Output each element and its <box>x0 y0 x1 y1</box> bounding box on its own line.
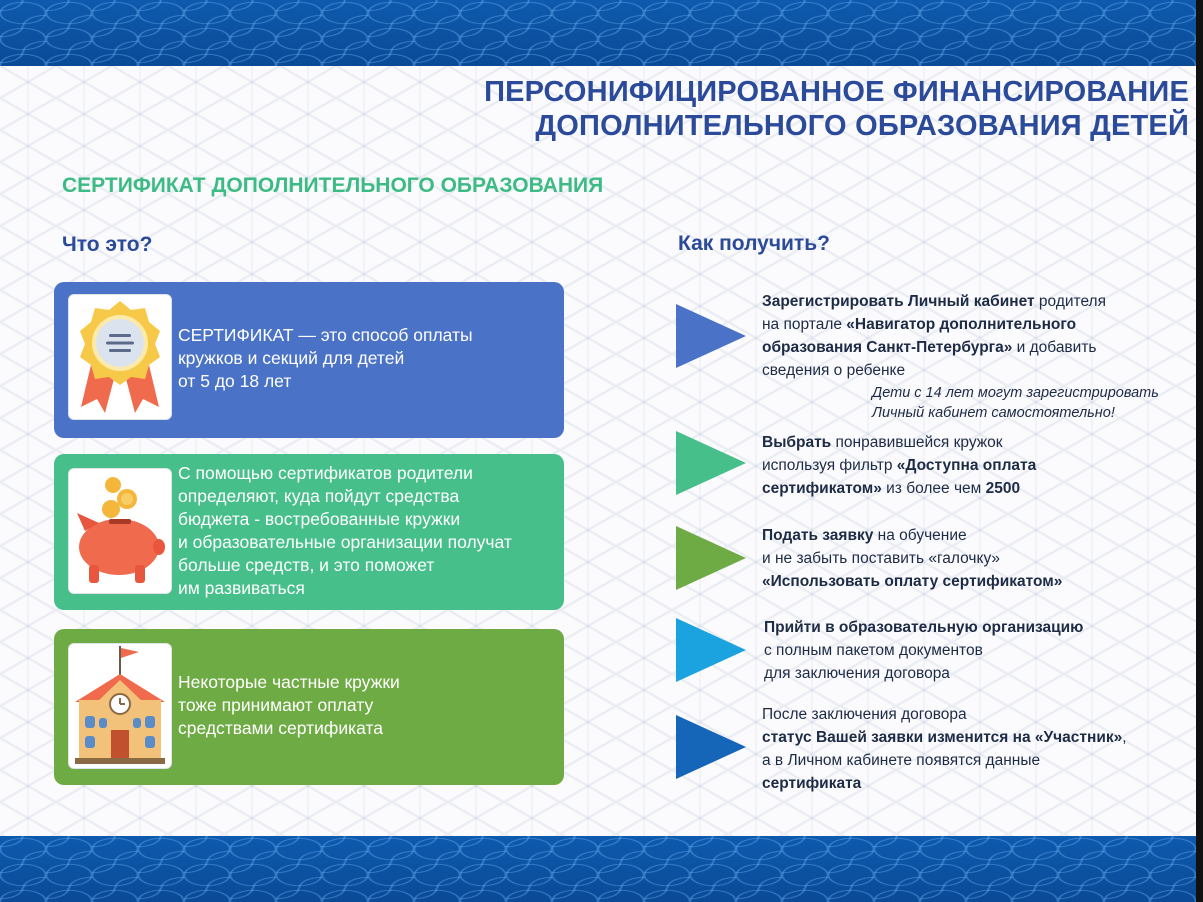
step2-text-1: понравившейся кружок <box>831 434 1003 451</box>
step1-text-3: и добавить <box>1012 339 1097 356</box>
step3-bold-2: «Использовать оплату сертификатом» <box>762 573 1063 590</box>
top-decorative-band <box>0 0 1203 66</box>
step-1-arrow-icon <box>676 304 746 368</box>
step5-bold-1: статус Вашей заявки изменится на «Участник» <box>762 729 1123 746</box>
info-card-parents-choice <box>54 454 564 610</box>
certificate-medal-icon <box>68 294 172 420</box>
card1-line-3: от 5 до 18 лет <box>178 371 292 391</box>
step5-bold-2: сертификата <box>762 775 862 792</box>
step4-text-2: для заключения договора <box>764 665 950 682</box>
card2-line-2: определяют, куда пойдут средства <box>178 486 460 506</box>
page-title <box>484 75 1189 143</box>
step3-bold-1: Подать заявку <box>762 527 874 544</box>
step1-bold-2: «Навигатор дополнительного <box>846 316 1077 333</box>
step1-note-2: Личный кабинет самостоятельно! <box>872 405 1115 421</box>
step4-text-1: с полным пакетом документов <box>764 642 983 659</box>
step1-text-2: на портале <box>762 316 847 333</box>
step-2-arrow-icon <box>676 431 746 495</box>
step-3-arrow-icon <box>676 526 746 590</box>
card2-line-4: и образовательные организации получат <box>178 532 512 552</box>
card1-line-1: СЕРТИФИКАТ — это способ оплаты <box>178 325 473 345</box>
info-card-certificate <box>54 282 564 438</box>
school-building-icon <box>68 643 172 769</box>
card3-line-1: Некоторые частные кружки <box>178 672 400 692</box>
info-card-private-clubs <box>54 629 564 785</box>
card2-line-1: С помощью сертификатов родители <box>178 463 473 483</box>
step1-bold-3: образования Санкт-Петербурга» <box>762 339 1013 356</box>
card3-line-2: тоже принимают оплату <box>178 695 374 715</box>
step2-bold-4: 2500 <box>985 480 1021 497</box>
step1-text-1: родителя <box>1034 293 1106 310</box>
card3-line-3: средствами сертификата <box>178 718 384 738</box>
section-subtitle: СЕРТИФИКАТ ДОПОЛНИТЕЛЬНОГО ОБРАЗОВАНИЯ <box>62 174 604 197</box>
card2-line-5: больше средств, и это поможет <box>178 555 435 575</box>
what-heading: Что это? <box>62 233 153 256</box>
step1-note-1: Дети с 14 лет могут зарегистрировать <box>872 385 1159 401</box>
step2-bold-2: «Доступна оплата <box>896 457 1037 474</box>
step2-text-2: используя фильтр <box>762 457 897 474</box>
step2-text-3: из более чем <box>881 480 986 497</box>
card2-line-6: им развиваться <box>178 578 305 598</box>
step1-text-4: сведения о ребенке <box>762 362 906 379</box>
step5-text-2: , <box>1122 729 1127 746</box>
step-4-arrow-icon <box>676 618 746 682</box>
page-title-line-1: ПЕРСОНИФИЦИРОВАННОЕ ФИНАНСИРОВАНИЕ <box>484 76 1189 108</box>
page-title-line-2: ДОПОЛНИТЕЛЬНОГО ОБРАЗОВАНИЯ ДЕТЕЙ <box>535 110 1189 142</box>
step-5-arrow-icon <box>676 715 746 779</box>
step2-bold-1: Выбрать <box>762 434 832 451</box>
how-heading: Как получить? <box>678 232 830 255</box>
card2-line-3: бюджета - востребованные кружки <box>178 509 461 529</box>
step1-bold-1: Зарегистрировать Личный кабинет <box>762 293 1035 310</box>
step5-text-1: После заключения договора <box>762 706 967 723</box>
step3-text-2: и не забыть поставить «галочку» <box>762 550 1000 567</box>
step4-bold-1: Прийти в образовательную организацию <box>764 619 1084 636</box>
step2-bold-3: сертификатом» <box>762 480 882 497</box>
piggy-bank-icon <box>68 468 172 594</box>
card1-line-2: кружков и секций для детей <box>178 348 405 368</box>
step5-text-3: а в Личном кабинете появятся данные <box>762 752 1041 769</box>
step3-text-1: на обучение <box>873 527 967 544</box>
bottom-decorative-band <box>0 836 1203 902</box>
